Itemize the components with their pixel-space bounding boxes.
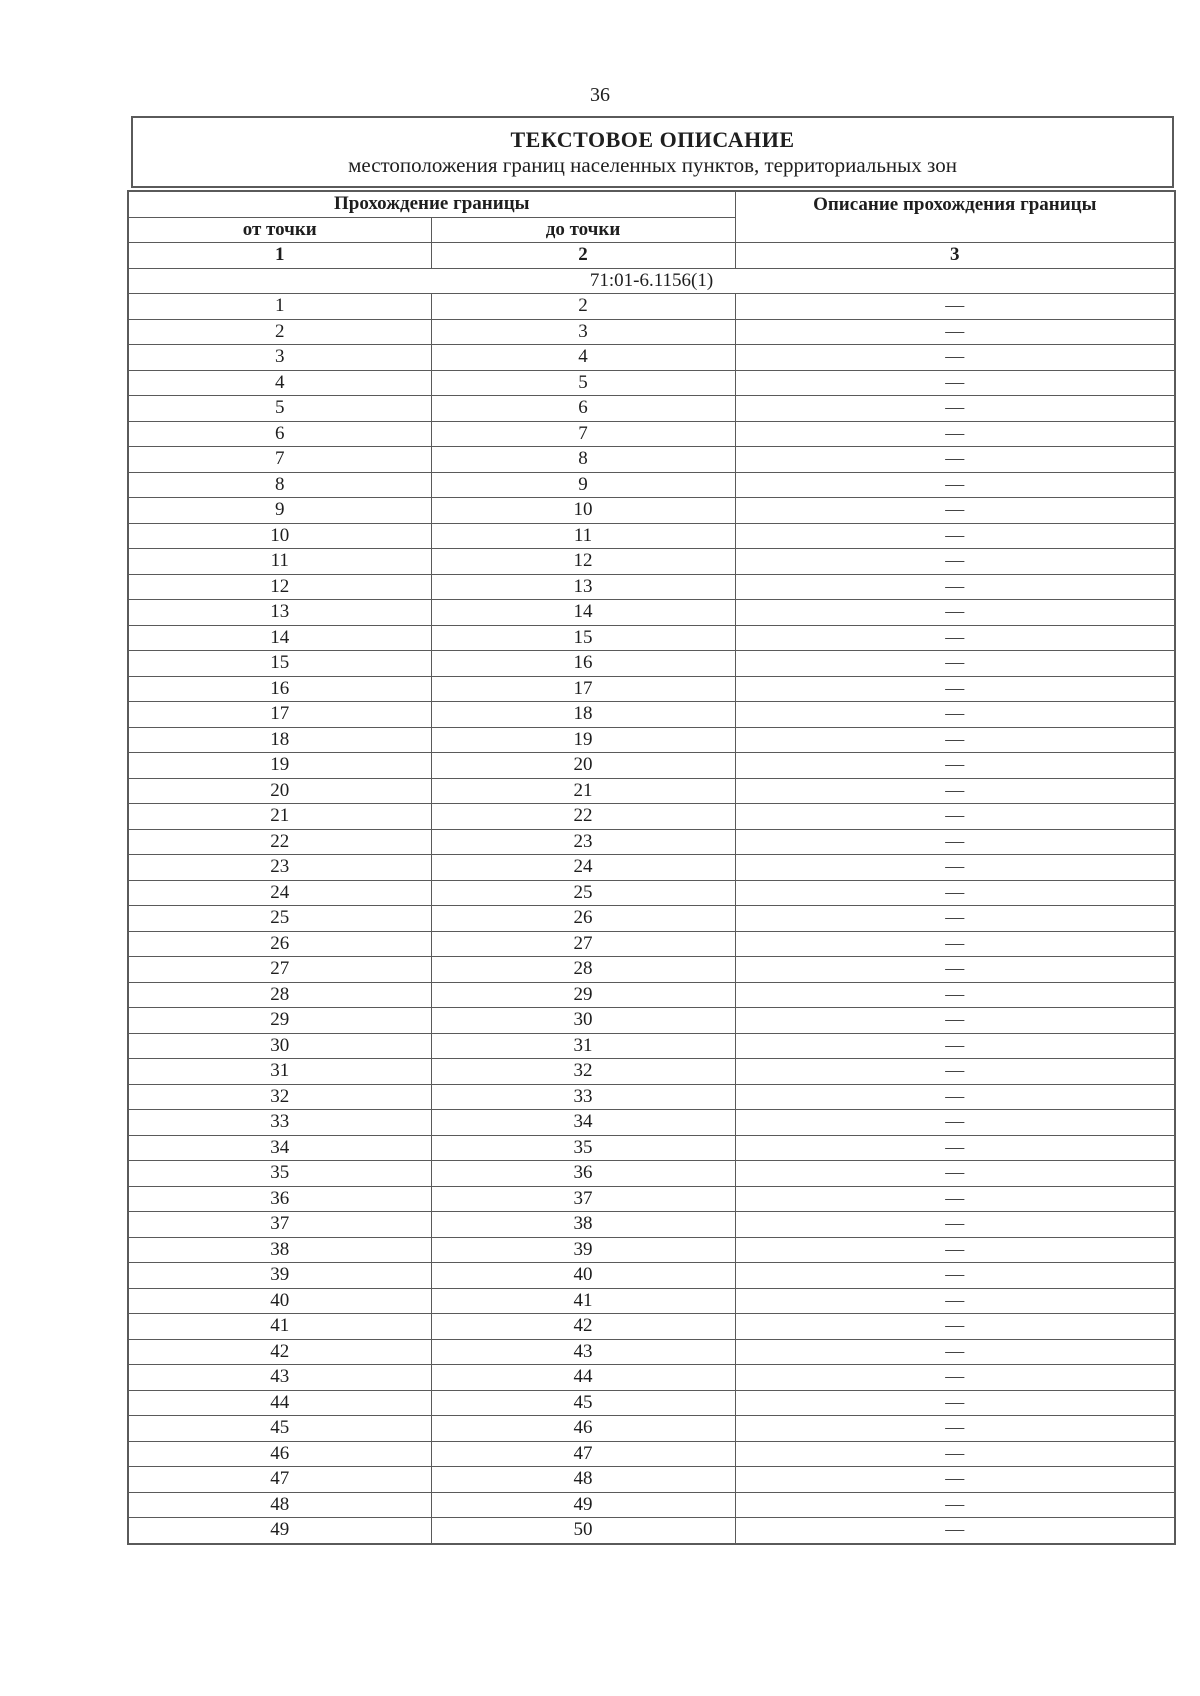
table-row: [128, 1390, 1175, 1416]
to-point-cell: 23: [431, 829, 735, 855]
table-row: [128, 1365, 1175, 1391]
to-point-cell: 34: [431, 1110, 735, 1136]
from-point-cell: 43: [128, 1365, 431, 1391]
description-cell: —: [735, 1008, 1175, 1034]
to-point-cell: 19: [431, 727, 735, 753]
description-cell: —: [735, 574, 1175, 600]
description-cell: —: [735, 829, 1175, 855]
table-row: [128, 574, 1175, 600]
to-point-cell: 45: [431, 1390, 735, 1416]
table-row: [128, 1186, 1175, 1212]
from-point-cell: 35: [128, 1161, 431, 1187]
header-row-1: [128, 191, 1175, 217]
from-point-cell: 7: [128, 447, 431, 473]
from-point-cell: 41: [128, 1314, 431, 1340]
description-cell: —: [735, 1059, 1175, 1085]
from-point-cell: 10: [128, 523, 431, 549]
table-row: [128, 804, 1175, 830]
description-cell: —: [735, 804, 1175, 830]
from-point-cell: 29: [128, 1008, 431, 1034]
table-row: [128, 1416, 1175, 1442]
to-point-cell: 25: [431, 880, 735, 906]
table-row: [128, 1288, 1175, 1314]
from-point-cell: 49: [128, 1518, 431, 1544]
description-cell: —: [735, 396, 1175, 422]
description-cell: —: [735, 880, 1175, 906]
description-cell: —: [735, 1263, 1175, 1289]
table-row: [128, 319, 1175, 345]
from-point-cell: 18: [128, 727, 431, 753]
description-cell: —: [735, 855, 1175, 881]
table-row: [128, 447, 1175, 473]
from-point-cell: 15: [128, 651, 431, 677]
description-cell: —: [735, 421, 1175, 447]
from-point-cell: 9: [128, 498, 431, 524]
description-cell: —: [735, 498, 1175, 524]
to-point-cell: 47: [431, 1441, 735, 1467]
table-row: [128, 855, 1175, 881]
to-point-cell: 28: [431, 957, 735, 983]
description-cell: —: [735, 778, 1175, 804]
from-point-cell: 45: [128, 1416, 431, 1442]
to-point-cell: 48: [431, 1467, 735, 1493]
from-point-cell: 17: [128, 702, 431, 728]
table-row: [128, 1033, 1175, 1059]
description-cell: —: [735, 319, 1175, 345]
description-cell: —: [735, 931, 1175, 957]
from-point-cell: 39: [128, 1263, 431, 1289]
from-point-cell: 30: [128, 1033, 431, 1059]
table-row: [128, 957, 1175, 983]
from-point-cell: 28: [128, 982, 431, 1008]
to-point-cell: 20: [431, 753, 735, 779]
header-boundary-passage: Прохождение границы: [128, 191, 735, 217]
description-cell: —: [735, 1135, 1175, 1161]
from-point-cell: 24: [128, 880, 431, 906]
from-point-cell: 33: [128, 1110, 431, 1136]
description-cell: —: [735, 1212, 1175, 1238]
table-row: [128, 1467, 1175, 1493]
description-cell: —: [735, 1110, 1175, 1136]
description-cell: —: [735, 957, 1175, 983]
description-cell: —: [735, 625, 1175, 651]
to-point-cell: 17: [431, 676, 735, 702]
to-point-cell: 30: [431, 1008, 735, 1034]
description-cell: —: [735, 1033, 1175, 1059]
table-row: [128, 1161, 1175, 1187]
table-row: [128, 625, 1175, 651]
to-point-cell: 32: [431, 1059, 735, 1085]
to-point-cell: 29: [431, 982, 735, 1008]
from-point-cell: 14: [128, 625, 431, 651]
table-row: [128, 396, 1175, 422]
page-number: 36: [590, 84, 610, 106]
description-cell: —: [735, 1186, 1175, 1212]
from-point-cell: 36: [128, 1186, 431, 1212]
to-point-cell: 16: [431, 651, 735, 677]
column-number-3: 3: [735, 243, 1175, 269]
to-point-cell: 11: [431, 523, 735, 549]
table-row: [128, 778, 1175, 804]
description-cell: —: [735, 1339, 1175, 1365]
table-row: [128, 829, 1175, 855]
to-point-cell: 38: [431, 1212, 735, 1238]
description-cell: —: [735, 447, 1175, 473]
column-number-row: [128, 243, 1175, 269]
from-point-cell: 31: [128, 1059, 431, 1085]
from-point-cell: 25: [128, 906, 431, 932]
to-point-cell: 8: [431, 447, 735, 473]
description-cell: —: [735, 676, 1175, 702]
table-row: [128, 1135, 1175, 1161]
description-cell: —: [735, 1416, 1175, 1442]
header-to-point: до точки: [431, 217, 735, 243]
to-point-cell: 13: [431, 574, 735, 600]
description-cell: —: [735, 1084, 1175, 1110]
from-point-cell: 16: [128, 676, 431, 702]
to-point-cell: 22: [431, 804, 735, 830]
to-point-cell: 27: [431, 931, 735, 957]
table-row: [128, 1314, 1175, 1340]
table-row: [128, 1008, 1175, 1034]
table-row: [128, 1492, 1175, 1518]
from-point-cell: 22: [128, 829, 431, 855]
to-point-cell: 39: [431, 1237, 735, 1263]
from-point-cell: 5: [128, 396, 431, 422]
table-row: [128, 1263, 1175, 1289]
from-point-cell: 20: [128, 778, 431, 804]
description-cell: —: [735, 370, 1175, 396]
to-point-cell: 5: [431, 370, 735, 396]
to-point-cell: 3: [431, 319, 735, 345]
from-point-cell: 12: [128, 574, 431, 600]
to-point-cell: 21: [431, 778, 735, 804]
from-point-cell: 13: [128, 600, 431, 626]
to-point-cell: 18: [431, 702, 735, 728]
description-cell: —: [735, 982, 1175, 1008]
from-point-cell: 2: [128, 319, 431, 345]
from-point-cell: 1: [128, 294, 431, 320]
to-point-cell: 37: [431, 1186, 735, 1212]
to-point-cell: 42: [431, 1314, 735, 1340]
document-subtitle: местоположения границ населенных пунктов, территориальных зон: [348, 153, 957, 177]
to-point-cell: 24: [431, 855, 735, 881]
from-point-cell: 46: [128, 1441, 431, 1467]
header-boundary-description: Описание прохождения границы: [735, 191, 1175, 243]
description-cell: —: [735, 1390, 1175, 1416]
to-point-cell: 46: [431, 1416, 735, 1442]
description-cell: —: [735, 1365, 1175, 1391]
description-cell: —: [735, 523, 1175, 549]
description-cell: —: [735, 1518, 1175, 1544]
boundary-table-body: [128, 191, 1175, 1544]
table-row: [128, 498, 1175, 524]
to-point-cell: 9: [431, 472, 735, 498]
table-row: [128, 1059, 1175, 1085]
from-point-cell: 38: [128, 1237, 431, 1263]
from-point-cell: 37: [128, 1212, 431, 1238]
to-point-cell: 12: [431, 549, 735, 575]
description-cell: —: [735, 1161, 1175, 1187]
from-point-cell: 23: [128, 855, 431, 881]
to-point-cell: 7: [431, 421, 735, 447]
description-cell: —: [735, 727, 1175, 753]
description-cell: —: [735, 1288, 1175, 1314]
table-row: [128, 370, 1175, 396]
to-point-cell: 49: [431, 1492, 735, 1518]
to-point-cell: 44: [431, 1365, 735, 1391]
from-point-cell: 48: [128, 1492, 431, 1518]
from-point-cell: 40: [128, 1288, 431, 1314]
to-point-cell: 41: [431, 1288, 735, 1314]
table-row: [128, 421, 1175, 447]
to-point-cell: 31: [431, 1033, 735, 1059]
to-point-cell: 10: [431, 498, 735, 524]
table-row: [128, 1441, 1175, 1467]
document-title: ТЕКСТОВОЕ ОПИСАНИЕ: [510, 127, 795, 152]
to-point-cell: 2: [431, 294, 735, 320]
table-row: [128, 600, 1175, 626]
table-row: [128, 1212, 1175, 1238]
table-row: [128, 906, 1175, 932]
table-row: [128, 294, 1175, 320]
header-from-point: от точки: [128, 217, 431, 243]
description-cell: —: [735, 1237, 1175, 1263]
to-point-cell: 36: [431, 1161, 735, 1187]
from-point-cell: 4: [128, 370, 431, 396]
description-cell: —: [735, 1492, 1175, 1518]
table-row: [128, 651, 1175, 677]
to-point-cell: 15: [431, 625, 735, 651]
table-row: [128, 549, 1175, 575]
description-cell: —: [735, 472, 1175, 498]
from-point-cell: 44: [128, 1390, 431, 1416]
to-point-cell: 4: [431, 345, 735, 371]
description-cell: —: [735, 753, 1175, 779]
to-point-cell: 14: [431, 600, 735, 626]
to-point-cell: 6: [431, 396, 735, 422]
from-point-cell: 32: [128, 1084, 431, 1110]
description-cell: —: [735, 1314, 1175, 1340]
to-point-cell: 50: [431, 1518, 735, 1544]
table-row: [128, 880, 1175, 906]
table-row: [128, 1237, 1175, 1263]
to-point-cell: 33: [431, 1084, 735, 1110]
from-point-cell: 34: [128, 1135, 431, 1161]
table-row: [128, 1339, 1175, 1365]
section-label: 71:01-6.1156(1): [128, 268, 1175, 294]
from-point-cell: 11: [128, 549, 431, 575]
from-point-cell: 27: [128, 957, 431, 983]
to-point-cell: 43: [431, 1339, 735, 1365]
boundary-table: [127, 190, 1176, 1545]
description-cell: —: [735, 345, 1175, 371]
description-cell: —: [735, 906, 1175, 932]
table-row: [128, 727, 1175, 753]
from-point-cell: 3: [128, 345, 431, 371]
from-point-cell: 19: [128, 753, 431, 779]
from-point-cell: 8: [128, 472, 431, 498]
from-point-cell: 47: [128, 1467, 431, 1493]
from-point-cell: 42: [128, 1339, 431, 1365]
from-point-cell: 6: [128, 421, 431, 447]
column-number-1: 1: [128, 243, 431, 269]
table-row: [128, 523, 1175, 549]
description-cell: —: [735, 1441, 1175, 1467]
table-row: [128, 982, 1175, 1008]
table-row: [128, 1084, 1175, 1110]
table-row: [128, 1518, 1175, 1544]
from-point-cell: 26: [128, 931, 431, 957]
description-cell: —: [735, 651, 1175, 677]
from-point-cell: 21: [128, 804, 431, 830]
table-row: [128, 676, 1175, 702]
description-cell: —: [735, 549, 1175, 575]
description-cell: —: [735, 702, 1175, 728]
table-row: [128, 931, 1175, 957]
to-point-cell: 26: [431, 906, 735, 932]
table-row: [128, 472, 1175, 498]
column-number-2: 2: [431, 243, 735, 269]
title-box: [131, 116, 1174, 188]
table-row: [128, 702, 1175, 728]
description-cell: —: [735, 1467, 1175, 1493]
description-cell: —: [735, 600, 1175, 626]
section-row: [128, 268, 1175, 294]
table-row: [128, 1110, 1175, 1136]
description-cell: —: [735, 294, 1175, 320]
table-row: [128, 345, 1175, 371]
to-point-cell: 35: [431, 1135, 735, 1161]
table-row: [128, 753, 1175, 779]
to-point-cell: 40: [431, 1263, 735, 1289]
